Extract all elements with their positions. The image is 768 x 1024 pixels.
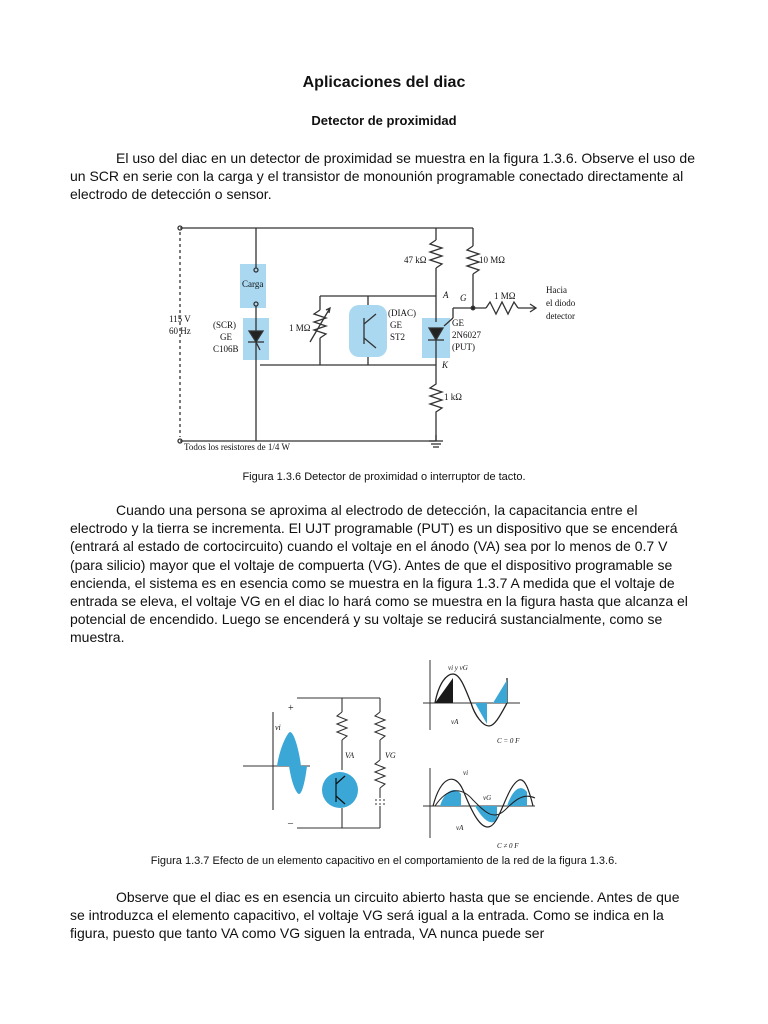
- label-scr-3: C106B: [213, 344, 239, 354]
- label-1k: 1 kΩ: [444, 392, 462, 402]
- label-diac-1: (DIAC): [388, 308, 416, 318]
- label-diac-2: GE: [390, 320, 402, 330]
- section-subtitle: Detector de proximidad: [311, 113, 457, 128]
- paragraph-2-text: Cuando una persona se aproxima al electrodo de detección, la capacitancia entre el electrodo y la tierra se incrementa. El UJT programable (PUT) es un dispositivo que se encenderá (entrará al estado de cortocircuito) cuando el voltaje en el ánodo (VA) sea por lo menos de 0.7 V (para silicio) mayor que el voltaje de compuerta (VG). Antes de que el dispositivo programable se encienda, el sistema es en esencia como se muestra en la figura 1.3.7 A medida que el voltaje de entrada se eleva, el voltaje VG en el diac lo hará como se muestra en la figura hasta que alcanza el potencial de encendido. Luego se encenderá y su voltaje se reducirá sustancialmente, como se muestra.: [70, 502, 688, 646]
- label-scr-1: (SCR): [213, 320, 237, 330]
- label-wave-bot-vi: vi: [463, 769, 469, 777]
- label-diac-3: ST2: [390, 332, 406, 342]
- label-resistor-note: Todos los resistores de 1/4 W: [184, 442, 290, 452]
- label-carga: Carga: [242, 279, 264, 289]
- label-1m-pot: 1 MΩ: [289, 323, 311, 333]
- label-scr-2: GE: [220, 332, 232, 342]
- label-source-voltage: 115 V: [169, 314, 191, 324]
- label-1m-top: 1 MΩ: [494, 291, 516, 301]
- label-put-2: 2N6027: [452, 330, 481, 340]
- label-c-zero: C = 0 F: [497, 737, 520, 745]
- label-node-a: A: [443, 290, 449, 300]
- label-wave-bot-vg: vG: [483, 794, 492, 802]
- label-put-3: (PUT): [452, 342, 475, 352]
- label-vg: VG: [385, 751, 396, 760]
- label-47k: 47 kΩ: [404, 255, 427, 265]
- label-plus: +: [288, 703, 294, 714]
- label-vi-input: vi: [275, 723, 281, 732]
- diac-symbol: [322, 772, 358, 808]
- label-node-g: G: [460, 293, 467, 303]
- label-va: VA: [345, 751, 355, 760]
- label-wave-top: vi y vG: [448, 664, 468, 672]
- label-hacia: Hacia: [546, 285, 567, 295]
- paragraph-2: [70, 501, 696, 647]
- label-source-freq: 60 Hz: [169, 326, 191, 336]
- label-detector: detector: [546, 311, 575, 321]
- label-node-k: K: [442, 360, 449, 370]
- label-wave-bot-va: vA: [456, 824, 464, 832]
- diac-highlight: [349, 305, 387, 357]
- label-10m: 10 MΩ: [479, 255, 505, 265]
- figure-capacitive-effect: [235, 660, 545, 850]
- label-wave-top-va: vA: [451, 718, 459, 726]
- figure-1-caption: Figura 1.3.6 Detector de proximidad o interruptor de tacto.: [242, 471, 526, 483]
- paragraph-3: [70, 888, 696, 943]
- label-el-diodo: el diodo: [546, 298, 576, 308]
- figure-2-caption: Figura 1.3.7 Efecto de un elemento capacitivo en el comportamiento de la red de la figura 1.3.6.: [150, 855, 618, 867]
- paragraph-3-text: Observe que el diac es en esencia un circuito abierto hasta que se enciende. Antes de que se introduzca el elemento capacitivo, el voltaje VG será igual a la entrada. Como se indica en la figura, puesto que tanto VA como VG siguen la entrada, VA nunca puede ser: [70, 889, 680, 942]
- paragraph-1: [70, 149, 696, 204]
- figure-proximity-detector-circuit: [168, 210, 596, 454]
- paragraph-1-text: El uso del diac en un detector de proximidad se muestra en la figura 1.3.6. Observe el uso de un SCR en serie con la carga y el transistor de monounión programable conectado directamente al electrodo de detección o sensor.: [70, 150, 696, 203]
- label-put-1: GE: [452, 318, 464, 328]
- page-title: Aplicaciones del diac: [302, 74, 466, 91]
- label-c-nonzero: C ≠ 0 F: [497, 842, 519, 850]
- label-minus: –: [288, 818, 293, 829]
